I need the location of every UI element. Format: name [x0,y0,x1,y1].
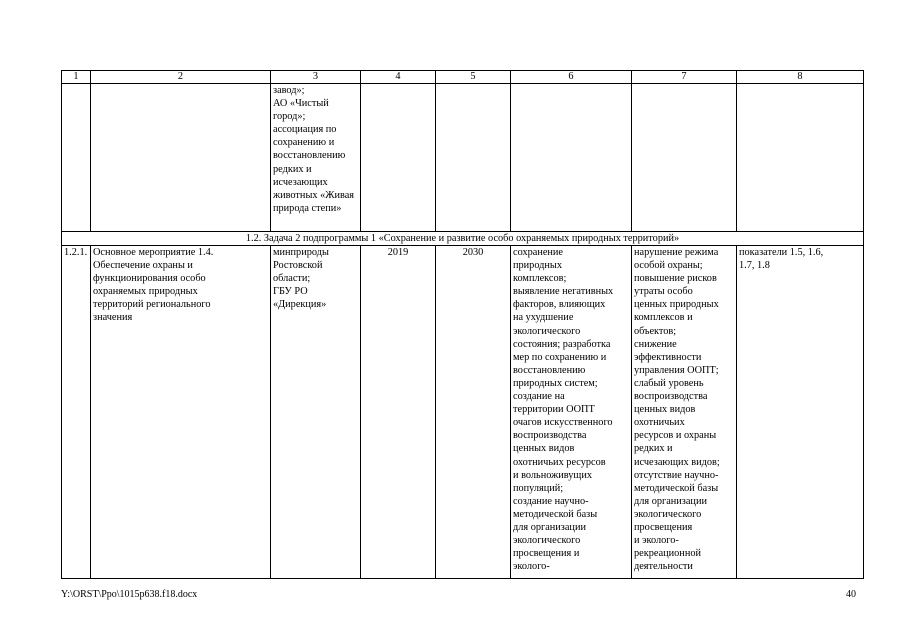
header-cell-3: 3 [271,71,361,84]
row2-start-year-cell: 2019 [361,246,436,579]
footer-file-path: Y:\ORST\Ppo\1015p638.f18.docx [61,589,198,600]
header-row [62,71,864,84]
row1-name-cell [91,84,271,232]
header-cell-2: 2 [91,71,271,84]
header-cell-4: 4 [361,71,436,84]
row2-end-year-cell: 2030 [436,246,511,579]
row1-indicator-cell [737,84,864,232]
header-cell-5: 5 [436,71,511,84]
row1-end-cell [436,84,511,232]
row1-executor-cell: завод»; АО «Чистый город»; ассоциация по сохранению и восстановлению редких и исчезающих животных «Живая природа степи» [271,84,361,232]
row2-indicator-cell: показатели 1.5, 1.6, 1.7, 1.8 [737,246,864,579]
header-cell-7: 7 [632,71,737,84]
row2-result-cell: сохранение природных комплексов; выявление негативных факторов, влияющих на ухудшение экологического состояния; разработка мер по сохранению и восстановлению природных систем; создание на территории ООПТ очагов искусственного воспроизводства ценных видов охотничьих ресурсов и вольноживущих популяций; создание научно- методической базы для организации экологического просвещения и эколого- [511,246,632,579]
row1-start-cell [361,84,436,232]
row2-consequence-cell: нарушение режима особой охраны; повышение рисков утраты особо ценных природных комплексов и объектов; снижение эффективности управления ООПТ; слабый уровень воспроизводства ценных видов охотничьих ресурсов и охраны редких и исчезающих видов; отсутствие научно- методической базы для организации экологического просвещения и эколого- рекреационной деятельности [632,246,737,579]
section-row [62,232,864,246]
row2-number-cell: 1.2.1. [62,246,91,579]
section-title: 1.2. Задача 2 подпрограммы 1 «Сохранение и развитие особо охраняемых природных территорий» [62,232,864,246]
header-cell-6: 6 [511,71,632,84]
row2-executor-cell: минприроды Ростовской области; ГБУ РО «Дирекция» [271,246,361,579]
program-table [61,70,864,579]
row1-number-cell [62,84,91,232]
row1-consequence-cell [632,84,737,232]
header-cell-1: 1 [62,71,91,84]
table-row [62,84,864,232]
header-cell-8: 8 [737,71,864,84]
table-row [62,246,864,579]
row2-name-cell: Основное мероприятие 1.4. Обеспечение охраны и функционирования особо охраняемых природных территорий регионального значения [91,246,271,579]
row1-result-cell [511,84,632,232]
page-number: 40 [846,589,856,600]
